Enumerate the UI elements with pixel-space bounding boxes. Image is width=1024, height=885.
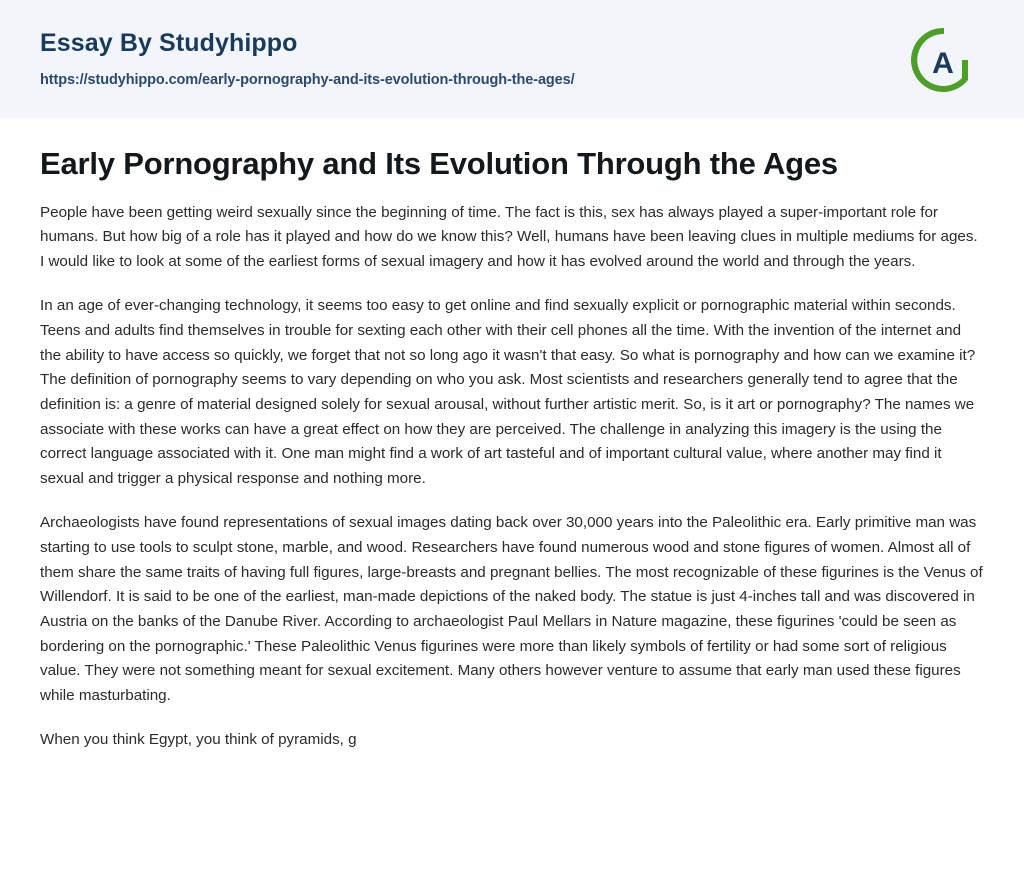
document-content: [0, 118, 1024, 753]
paragraph: In an age of ever-changing technology, it seems too easy to get online and find sexually explicit or pornographic material within seconds. Teens and adults find themselves in trouble for sexting each other with their cell phones all the time. With the invention of the internet and the ability to have access so quickly, we forget that not so long ago it wasn't that easy. So what is pornography and how can we examine it? The definition of pornography seems to vary depending on who you ask. Most scientists and researchers generally tend to agree that the definition is: a genre of material designed solely for sexual arousal, without further artistic merit. So, is it art or pornography? The names we associate with these works can have a great effect on how they are perceived. The challenge in analyzing this imagery is the using the correct language associated with it. One man might find a work of art tasteful and of important cultural value, where another may find it sexual and trigger a physical response and nothing more.: [40, 297, 976, 487]
page-title: Early Pornography and Its Evolution Through the Ages: [40, 146, 838, 181]
circle-a-logo-icon: [906, 22, 982, 98]
site-header: [0, 0, 1024, 118]
source-url: https://studyhippo.com/early-pornography-and-its-evolution-through-the-ages/: [40, 71, 575, 88]
paragraph: Archaeologists have found representations of sexual images dating back over 30,000 years into the Paleolithic era. Early primitive man was starting to use tools to sculpt stone, marble, and wood. Researchers have found numerous wood and stone figures of women. Almost all of them share the same traits of having full figures, large-breasts and pregnant bellies. The most recognizable of these figurines is the Venus of Willendorf. It is said to be one of the earliest, man-made depictions of the naked body. The statue is just 4-inches tall and was discovered in Austria on the banks of the Danube River. According to archaeologist Paul Mellars in Nature magazine, these figurines 'could be seen as bordering on the pornographic.' These Paleolithic Venus figurines were more than likely symbols of fertility or had some sort of religious value. They were not something meant for sexual excitement. Many others however venture to assume that early man used these figures while masturbating.: [40, 514, 983, 704]
svg-text:A: A: [932, 47, 954, 80]
paragraph: People have been getting weird sexually since the beginning of time. The fact is this, sex has always played a super-important role for humans. But how big of a role has it played and how do we know this? Well, humans have been leaving clues in multiple mediums for ages. I would like to look at some of the earliest forms of sexual imagery and how it has evolved around the world and through the years.: [40, 203, 978, 270]
site-brand-title: Essay By Studyhippo: [40, 29, 298, 57]
paragraph: When you think Egypt, you think of pyramids, g: [40, 731, 357, 749]
